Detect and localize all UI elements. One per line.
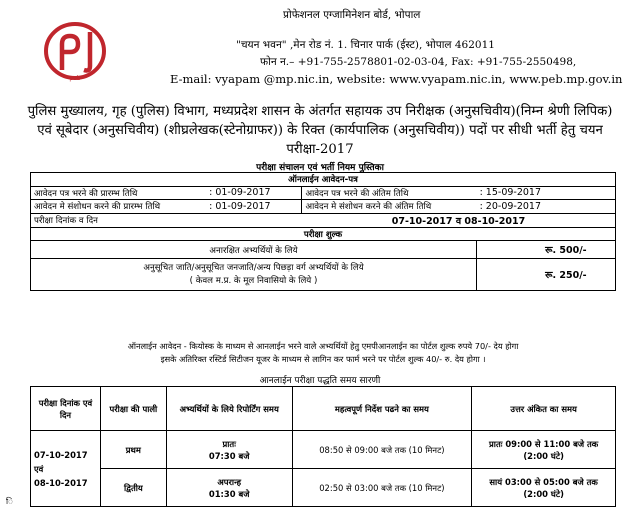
application-table: [30, 172, 616, 291]
phone: फोन न.– +91-755-2578801-02-03-04, Fax: +91-755-2550498,: [260, 56, 577, 68]
address: "चयन भवन" ,मेन रोड नं. 1. चिनार पार्क (ईस्ट), भोपाल 462011: [236, 39, 495, 51]
notice-title: पुलिस मुख्यालय, गृह (पुलिस) विभाग, मध्यप्रदेश शासन के अंतर्गत सहायक उप निरीक्षक (अनुसचिवीय)(निम्न श्रेणी लिपिक) एवं सूबेदार (अनुसचिवीय) (शीघ्रलेखक(स्टेनोग्राफर)) के रिक्त (कार्यपालिक (अनुसचिवीय)) पदों पर सीधी भर्ती हेतु चयन परीक्षा-2017: [27, 104, 613, 157]
table-row: 07-10-2017 एवं 08-10-2017 प्रथम प्रातः 07:30 बजे 08:50 से 09:00 बजे तक (10 मिनट) प्रातः 09:00 से 11:00 बजे तक (2:00 घंटे): [31, 431, 616, 469]
peb-logo: [44, 20, 106, 82]
portal-fee-note: ऑनलाईन आवेदन - कियोस्क के माध्यम से आनलाईन भरने वाले अभ्यर्थियों हेतु एमपीआनलाईन का पोर्टल शुल्क रुपये 70/- देय होगा इसके अतिरिक्त रस्टिर्ड सिटीजन यूजर के माध्यम से लागिन कर फार्म भरने पर पोर्टल शुल्क 40/- रु. देय होगा ।: [127, 341, 519, 364]
document-header: [0, 0, 640, 100]
table-row: द्वितीय अपरान्ह 01:30 बजे 02:50 से 03:00 बजे तक (10 मिनट) सायं 03:00 से 05:00 बजे तक (2:00 घंटे): [31, 469, 616, 507]
table-row: आवेदन पत्र भरने की प्रारम्भ तिथि : 01-09-2017 आवेदन पत्र भरने की अंतिम तिथि : 15-09-2017: [31, 186, 616, 200]
table-row: आवेदन मे संशोधन करने की प्रारम्भ तिथि : 01-09-2017 आवेदन मे संशोधन करने की अंतिम तिथि : 20-09-2017: [31, 200, 616, 214]
schedule-header-row: परीक्षा दिनांक एवं दिन परीक्षा की पाली अभ्यर्थियों के लिये रिपोर्टिंग समय महत्वपूर्ण निर्देश पढने का समय उत्तर अंकित का समय: [31, 387, 616, 431]
table-row: अनुसूचित जाति/अनुसूचित जनजाति/अन्य पिछड़ा वर्ग अभ्यर्थियों के लिये ( केवल म.प्र. के मूल निवासियो के लिये ) रू. 250/-: [31, 259, 616, 291]
fee-heading: परीक्षा शुल्क: [31, 227, 616, 241]
online-form-heading: ऑनलाईन आवेदन-पत्र: [31, 173, 616, 187]
org-name: प्रोफेशनल एग्जामिनेशन बोर्ड, भोपाल: [283, 9, 421, 21]
table-row: परीक्षा दिनांक व दिन 07-10-2017 व 08-10-2017: [31, 213, 616, 227]
svg-text:peb: peb: [69, 75, 81, 82]
bottom-mark: ि: [6, 497, 13, 506]
table-row: अनारक्षित अभ्यर्थियों के लिये रू. 500/-: [31, 241, 616, 259]
schedule-heading: आनलाईन परीक्षा पद्धति समय सारणी: [259, 376, 381, 386]
subtitle: परीक्षा संचालन एवं भर्ती नियम पुस्तिका: [256, 163, 384, 173]
schedule-table: [30, 386, 616, 507]
email-website: E-mail: vyapam @mp.nic.in, website: www.vyapam.nic.in, www.peb.mp.gov.in: [170, 72, 623, 86]
